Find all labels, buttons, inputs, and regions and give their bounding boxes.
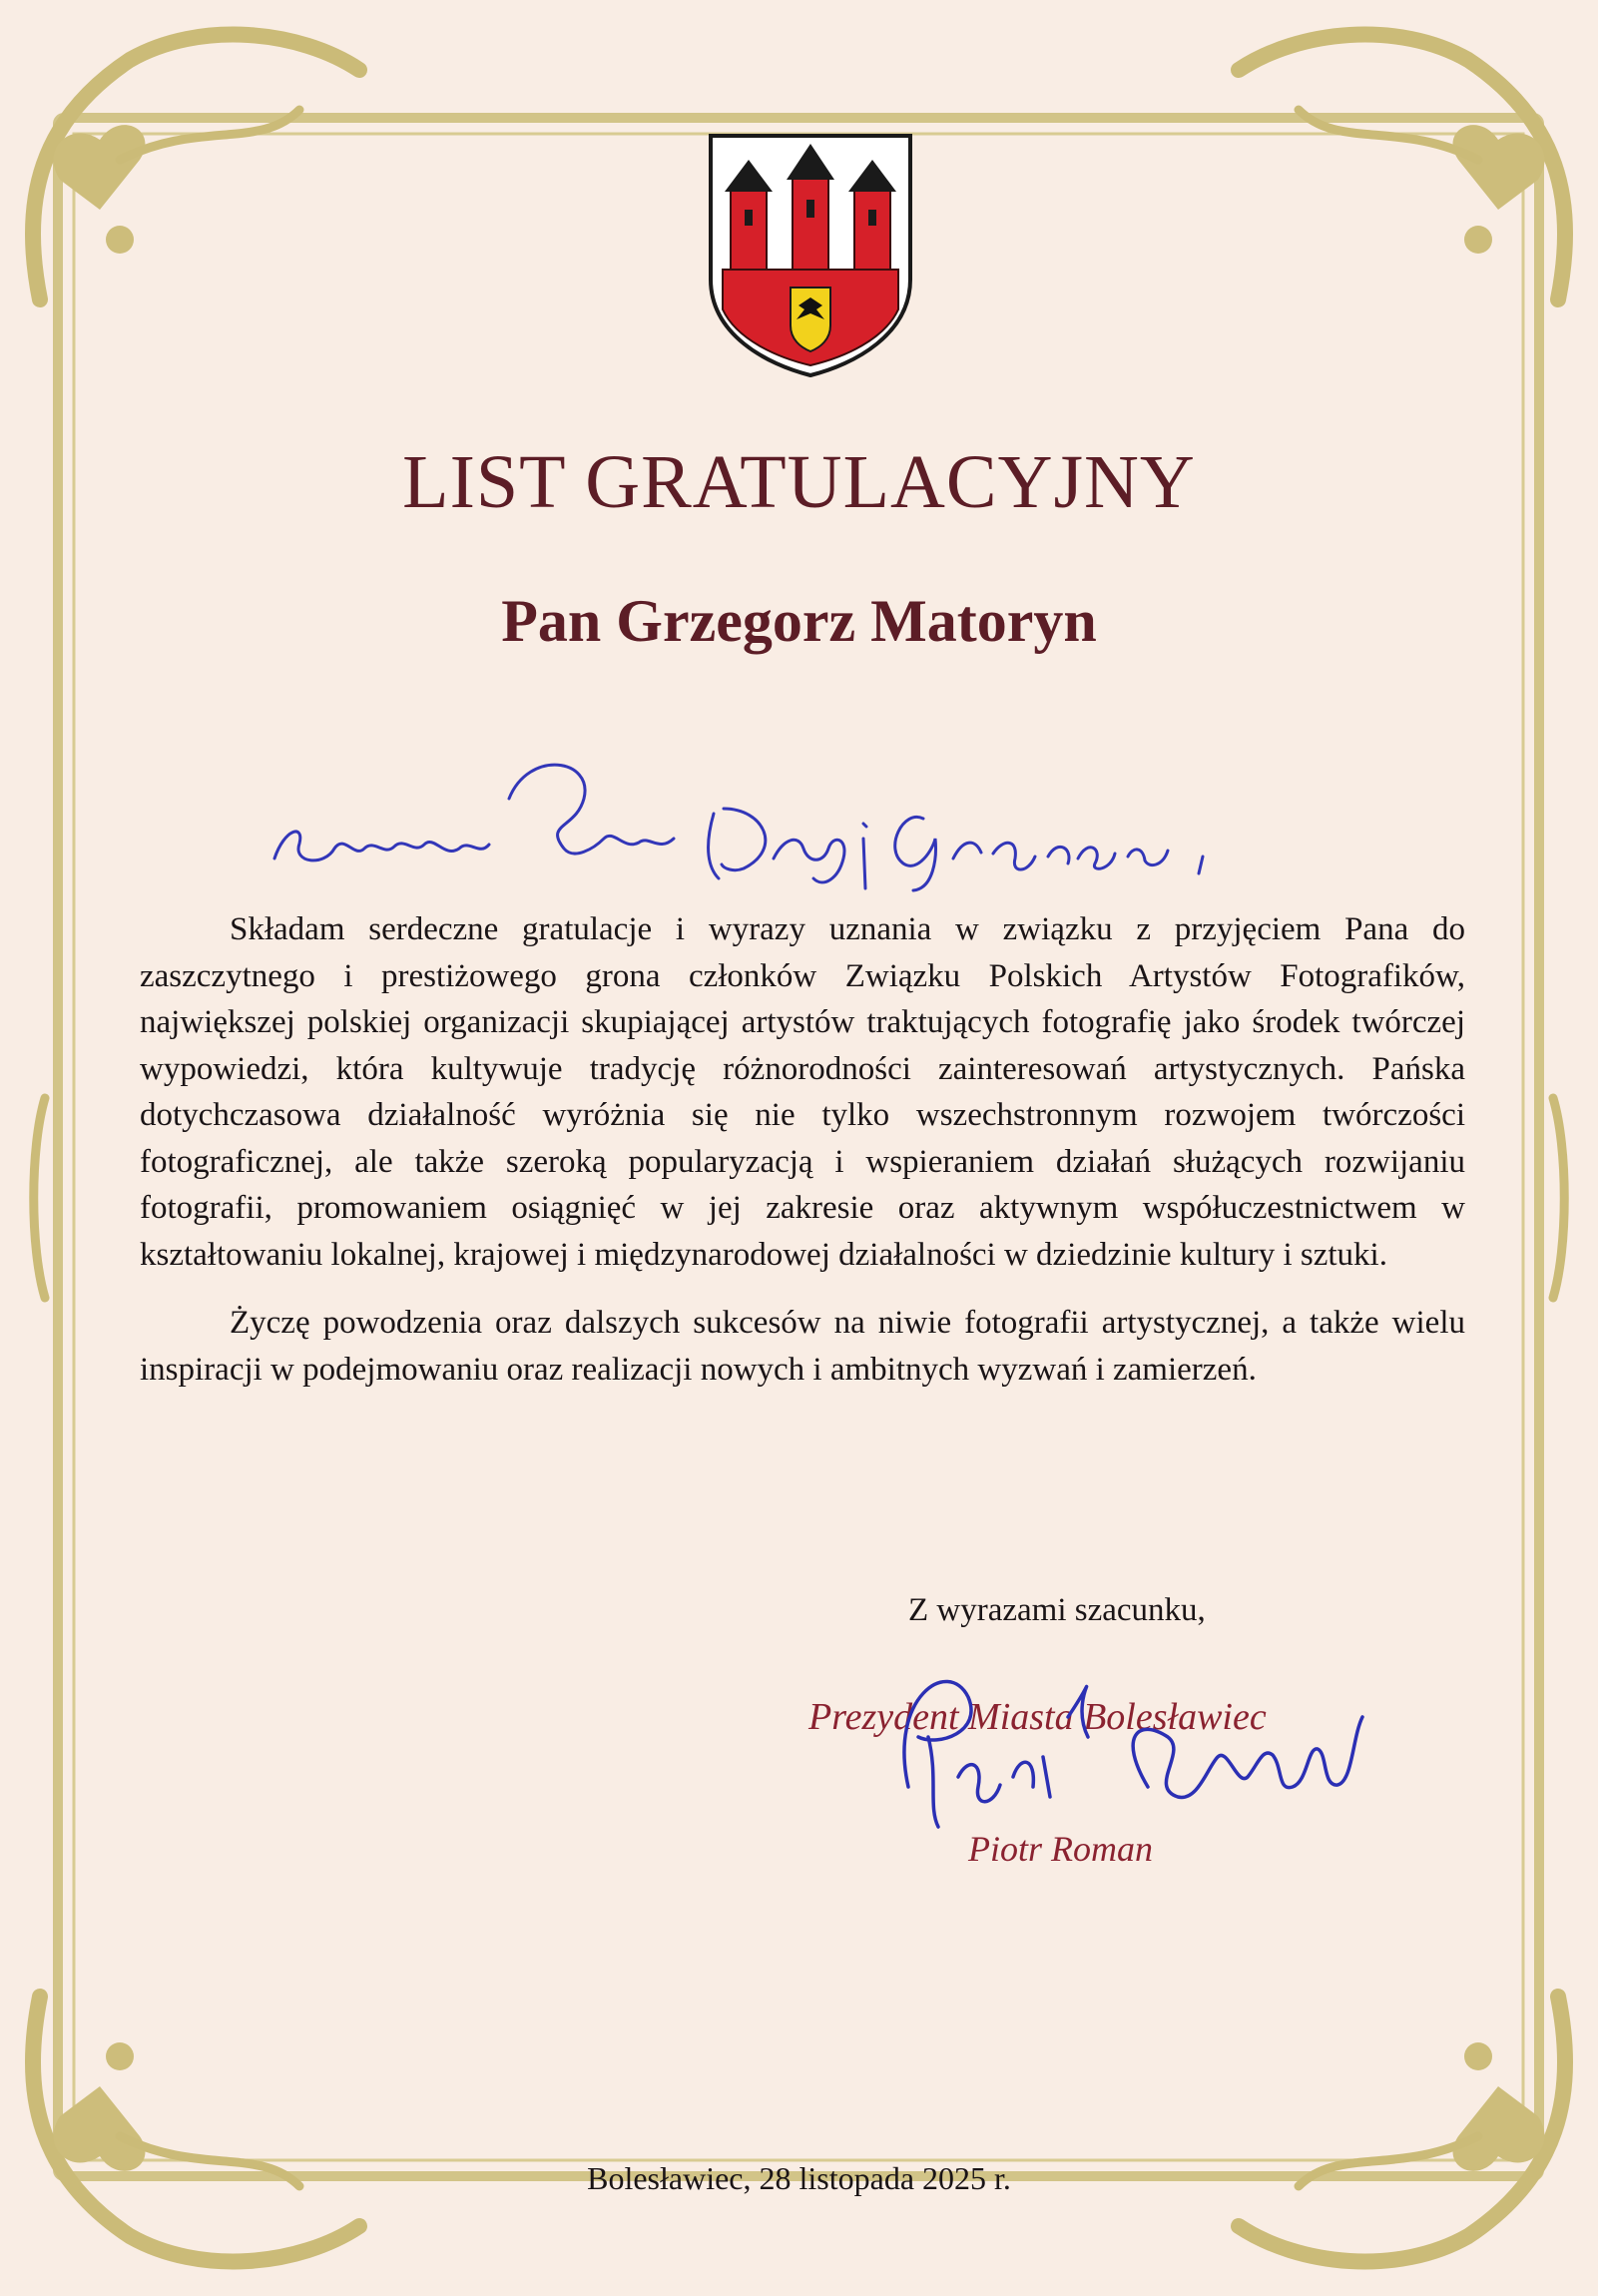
date-line: Bolesławiec, 28 listopada 2025 r. [587,2160,1011,2196]
signature-stamp [789,1637,1387,1897]
stamp-name: Piotr Roman [968,1829,1153,1869]
closing-line: Z wyrazami szacunku, [908,1592,1206,1628]
document-title: LIST GRATULACYJNY [402,440,1196,524]
handwritten-salutation [265,739,1243,898]
body-paragraph: Składam serdeczne gratulacje i wyrazy uznania w związku z przyjęciem Pana do zaszczytnego i prestiżowego grona członków Związku Polskich Artystów Fotografików, największej polskiej organizacji skupiającej artystów traktujących fotografię jako środek twórczej wypowiedzi, która kultywuje tradycję różnorodności zainteresowań artystycznych. Pańska dotychczasowa działalność wyróżnia się nie tylko wszechstronnym rozwojem twórczości fotograficznej, ale także szeroką popularyzacją i wspieraniem działań służących rozwijaniu fotografii, promowaniem osiągnięć w jej zakresie oraz aktywnym współuczestnictwem w kształtowaniu lokalnej, krajowej i międzynarodowej działalności w dziedzinie kultury i sztuki. [140,911,1465,1273]
boleslawiec-coat-of-arms-icon [705,130,916,379]
recipient-name: Pan Grzegorz Matoryn [501,588,1097,654]
body-paragraph: Życzę powodzenia oraz dalszych sukcesów na niwie fotografii artystycznej, a także wielu inspiracji w podejmowaniu oraz realizacji nowych i ambitnych wyzwań i zamierzeń. [140,1305,1465,1388]
stamp-title: Prezydent Miasta Bolesławiec [808,1696,1267,1738]
letter-body [140,906,1465,1393]
